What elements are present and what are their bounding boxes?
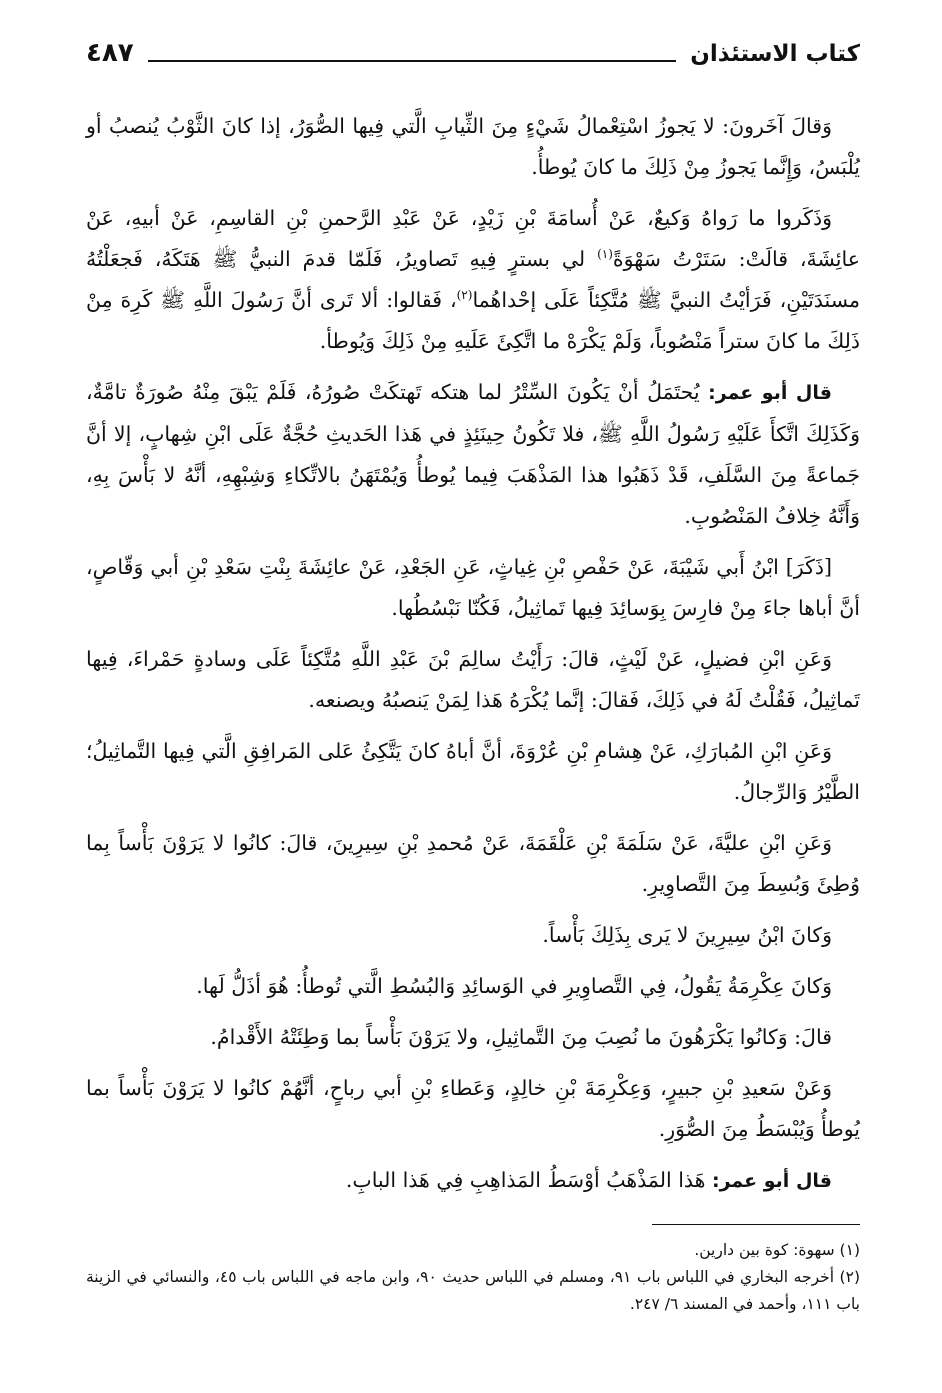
paragraph: قال أبو عمر: هَذا المَذْهَبُ أوْسَطُ المَذاهِبِ فِي هَذا البابِ. xyxy=(345,1168,832,1192)
paragraph: وَعَنِ ابْنِ عليَّةَ، عَنْ سَلَمَةَ بْنِ عَلْقَمَةَ، عَنْ مُحمدِ بْنِ سِيرِينَ، قالَ: كانُوا لا يَرَوْنَ بَأْساً بِما وُطِئَ وَبُسِطَ مِنَ التَّصاوِيرِ. xyxy=(86,831,860,896)
paragraph: قالَ: وَكانُوا يَكْرَهُونَ ما نُصِبَ مِنَ التَّماثِيلِ، ولا يَرَوْنَ بَأْساً بما وَطِئَتْهُ الأَقْدامُ. xyxy=(210,1025,832,1049)
paragraph: قال أبو عمر: يُحتَمَلُ أنْ يَكُونَ السِّتْرُ لما هتكه تَهتكَتْ صُورُهُ، فَلَمْ يَبْقَ مِنْهُ صُورَةٌ تامَّةٌ، وَكَذَلِكَ اتَّكأَ عَلَيْهِ رَسُولُ اللَّهِ ﷺ، فلا تَكُونُ حِينَئِذٍ في هَذا الحَديثِ حُجَّةٌ عَلَى ابْنِ شِهابٍ، إلا أنَّ جَماعةً مِنَ السَّلَفِ، قَدْ ذَهَبُوا هذا المَذْهَبَ فِيما يُوطأُ وَيُمْتَهَنُ بالاتِّكاءِ وَشِبْهِهِ، أنَّهُ لا بَأْسَ بِهِ، وَأَنَّهُ خِلافُ المَنْصُوبِ. xyxy=(86,380,860,528)
footnotes xyxy=(86,1237,860,1318)
paragraph: وَعَنِ ابْنِ فضيلٍ، عَنْ لَيْثٍ، قالَ: رَأَيْتُ سالِمَ بْنَ عَبْدِ اللَّهِ مُتَّكِئاً عَلَى وسادةٍ حَمْراءَ، فِيها تَماثِيلُ، فَقُلْتُ لَهُ في ذَلِكَ، فَقالَ: إنَّما يُكْرَهُ هَذا لِمَنْ يَنصبُهُ ويصنعه. xyxy=(86,647,860,712)
paragraph: وَكانَ عِكْرِمَةُ يَقُولُ، فِي التَّصاوِيرِ في الوَسائِدِ وَالبُسُطِ الَّتي تُوطأُ: هُوَ أذَلُّ لَها. xyxy=(196,974,832,998)
page-body xyxy=(86,106,860,1202)
page-number: ٤٨٧ xyxy=(86,38,134,68)
footnote-ref[interactable]: (٢) xyxy=(456,288,473,303)
footnote-separator xyxy=(652,1224,860,1225)
paragraph: وَعَنْ سَعيدِ بْنِ جبيرٍ، وَعِكْرِمَةَ بْنِ خالِدٍ، وَعَطاءِ بْنِ أبي رباحٍ، أنَّهُمْ كانُوا لا يَرَوْنَ بَأْساً بما يُوطأُ وَيُبْسَطُ مِنَ الصُّوَرِ. xyxy=(86,1076,860,1141)
footnote: (٢) أخرجه البخاري في اللباس باب ٩١، ومسلم في اللباس حديث ٩٠، وابن ماجه في اللباس باب ٤٥، والنسائي في الزينة باب ١١١، وأحمد في المسند ٦/ ٢٤٧. xyxy=(86,1268,860,1313)
paragraph: [ذَكَرَ] ابْنُ أَبي شَيْبَةَ، عَنْ حَفْصِ بْنِ غِياثٍ، عَنِ الجَعْدِ، عَنْ عائِشَةَ بِنْتِ سَعْدِ بْنِ أبي وَقّاصٍ، أنَّ أباها جاءَ مِنْ فارِسَ بِوَسائِدَ فِيها تَماثِيلُ، فَكُنّا نَبْسُطُها. xyxy=(86,555,860,620)
speaker-label: قال أبو عمر: xyxy=(708,382,832,404)
paragraph: وَقالَ آخَرونَ: لا يَجوزُ اسْتِعْمالُ شَيْءٍ مِنَ الثِّيابِ الَّتي فِيها الصُّوَرُ، إذا كانَ الثَّوْبُ يُنصبُ أو يُلْبَسُ، وَإِنَّما يَجوزُ مِنْ ذَلِكَ ما كانَ يُوطأُ. xyxy=(86,114,860,179)
paragraph: وَعَنِ ابْنِ المُبارَكِ، عَنْ هِشامِ بْنِ عُرْوَةَ، أنَّ أباهُ كانَ يَتَّكِئُ عَلى المَرافِقِ الَّتي فِيها التَّماثِيلُ؛ الطَّيْرُ وَالرِّجالُ. xyxy=(86,739,860,804)
paragraph: وَكانَ ابْنُ سِيرِينَ لا يَرى بِذَلِكَ بَأْساً. xyxy=(542,923,832,947)
footnote-ref[interactable]: (١) xyxy=(597,247,613,262)
page-header xyxy=(86,30,860,66)
speaker-label: قال أبو عمر: xyxy=(712,1170,832,1192)
paragraph: وَذَكَروا ما رَواهُ وَكيعٌ، عَنْ أُسامَةَ بْنِ زَيْدٍ، عَنْ عَبْدِ الرَّحمنِ بْنِ القاسِمِ، عَنْ أبيهِ، عَنْ عائِشَةَ، قالَتْ: سَتَرْتُ سَهْوَةً$^{(١)}$ لي بسترٍ فِيهِ تَصاويرُ، فَلَمّا قدمَ النبيُّ ﷺ هَتَكَهُ، فَجعَلْتُهُ مسنَدَتَيْنِ، فَرَأيْتُ النبيَّ ﷺ مُتَّكِئاً عَلَى إحْداهُما$^{(٢)}$، فَقالوا: ألا تَرى أنَّ رَسُولَ اللَّهِ ﷺ كَرِهَ مِنْ ذَلِكَ ما كانَ ستراً مَنْصُوباً، وَلَمْ يَكْرَهْ ما اتَّكِئَ عَلَيهِ مِنْ ذَلِكَ وَيُوطأ. xyxy=(86,206,860,353)
footnote: (١) سهوة: كوة بين دارين. xyxy=(694,1241,860,1259)
running-head: كتاب الاستئذان xyxy=(690,41,860,67)
header-rule xyxy=(148,60,677,62)
